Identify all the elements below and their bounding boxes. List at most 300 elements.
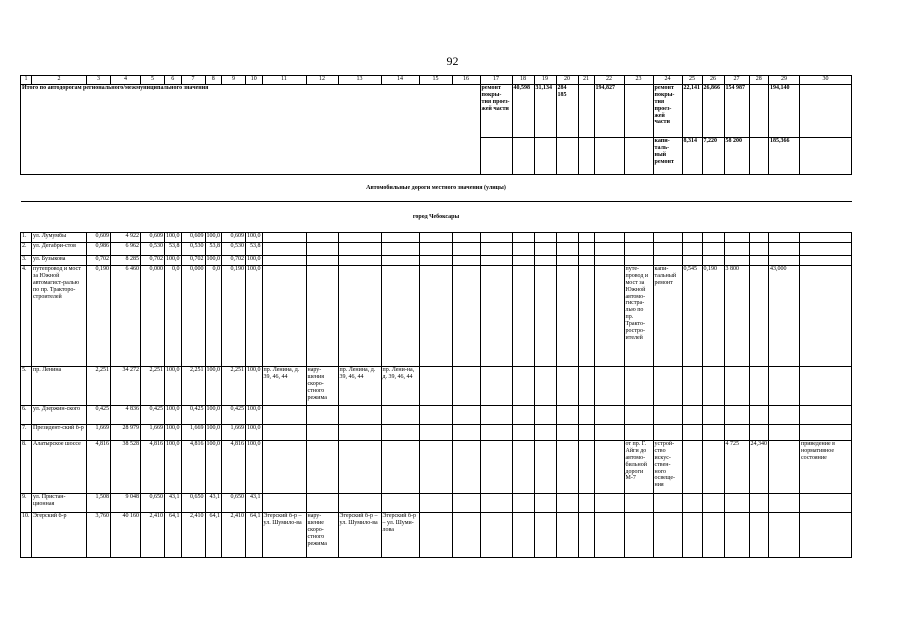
column-number: 30 (800, 76, 852, 85)
cell-c22 (594, 367, 624, 406)
cell-c17 (480, 494, 512, 513)
cell-c27 (724, 367, 749, 406)
cell-c7: 2,410 (181, 513, 205, 558)
cell-c4: 8 285 (111, 256, 141, 266)
column-number: 22 (594, 76, 624, 85)
table-row (21, 406, 852, 425)
cell-name: ул. Дегабри-стов (32, 243, 87, 256)
cell-c4: 28 979 (111, 425, 141, 441)
cell-c3: 1,508 (87, 494, 111, 513)
cell-c15 (419, 266, 452, 367)
column-number: 9 (222, 76, 246, 85)
cell-c21 (578, 233, 594, 243)
cell-c13 (338, 266, 381, 367)
cell-c6: 100,0 (165, 441, 182, 494)
cell-c4: 4 836 (111, 406, 141, 425)
cell-c27 (724, 233, 749, 243)
column-number: 8 (205, 76, 222, 85)
cell-c10: 100,0 (246, 256, 263, 266)
total-label: Итого по автодорогам регионального/межмуниципального значения (21, 85, 481, 175)
cell-c20 (556, 256, 578, 266)
table-row (21, 513, 852, 558)
cell-c22 (594, 425, 624, 441)
cell-c30 (800, 406, 852, 425)
cell-c21 (578, 494, 594, 513)
cell-c15 (419, 441, 452, 494)
cell-name: Эгерский б-р (32, 513, 87, 558)
cell-c14 (381, 243, 419, 256)
cell-c9: 0,702 (222, 256, 246, 266)
cell-c29 (769, 513, 800, 558)
cell-c11 (262, 425, 306, 441)
cell-c18 (512, 406, 534, 425)
cell-c21 (578, 256, 594, 266)
cell-c6: 0,0 (165, 266, 182, 367)
cell-c17 (480, 367, 512, 406)
cell-c22 (594, 243, 624, 256)
cell-c16 (452, 406, 480, 425)
cell-c29: 43,000 (769, 266, 800, 367)
cell-c24 (653, 243, 682, 256)
table-row (21, 266, 852, 367)
cell-c27 (724, 425, 749, 441)
cell-c11 (262, 406, 306, 425)
total-v19: 31,134 (534, 85, 556, 138)
cell-c23 (624, 243, 653, 256)
cell-c14 (381, 256, 419, 266)
cell-c7: 0,609 (181, 233, 205, 243)
cell-c4: 38 528 (111, 441, 141, 494)
cell-c6: 100,0 (165, 256, 182, 266)
cell-c29 (769, 441, 800, 494)
table-row (21, 233, 852, 243)
cell-c8: 43,1 (205, 494, 222, 513)
cell-c24 (653, 513, 682, 558)
cell-c21 (578, 425, 594, 441)
cell-n: 10. (21, 513, 32, 558)
cell-c23 (624, 406, 653, 425)
cell-c23 (624, 425, 653, 441)
cell-c7: 0,702 (181, 256, 205, 266)
cell-c12 (306, 425, 338, 441)
cell-c26 (702, 243, 724, 256)
cell-c25 (682, 494, 702, 513)
cell-c15 (419, 367, 452, 406)
cell-c22 (594, 441, 624, 494)
total-row (21, 85, 852, 138)
cell-c26 (702, 233, 724, 243)
cell-c19 (534, 494, 556, 513)
total-repair-label: ремонт покры-тия проез-жей части (480, 85, 512, 138)
cell-c11 (262, 266, 306, 367)
cell-c28 (749, 233, 769, 243)
cell-c25 (682, 441, 702, 494)
cell-c30 (800, 367, 852, 406)
cell-c23 (624, 513, 653, 558)
cell-c23 (624, 233, 653, 243)
cell-c3: 0,702 (87, 256, 111, 266)
cell-c12 (306, 233, 338, 243)
cell-c3: 0,190 (87, 266, 111, 367)
cell-c17 (480, 425, 512, 441)
cell-c4: 6 962 (111, 243, 141, 256)
cell-c8: 100,0 (205, 441, 222, 494)
cell-c5: 0,530 (141, 243, 165, 256)
column-number: 13 (338, 76, 381, 85)
cell-c22 (594, 256, 624, 266)
cell-c30 (800, 256, 852, 266)
cell-c10: 100,0 (246, 266, 263, 367)
cell-n: 9. (21, 494, 32, 513)
cell-c28 (749, 406, 769, 425)
cell-c13: Эгерский б-р – ул. Шумило-ва (338, 513, 381, 558)
cell-c9: 0,609 (222, 233, 246, 243)
cell-c4: 34 272 (111, 367, 141, 406)
cell-c9: 2,251 (222, 367, 246, 406)
total-v26: 26,866 (702, 85, 724, 138)
cell-c18 (512, 243, 534, 256)
cell-c15 (419, 494, 452, 513)
column-number: 23 (624, 76, 653, 85)
cell-name: ул. Пристан-ционная (32, 494, 87, 513)
cell-c21 (578, 243, 594, 256)
cell-c26 (702, 513, 724, 558)
column-number: 3 (87, 76, 111, 85)
cell-c28 (749, 367, 769, 406)
cell-c25 (682, 367, 702, 406)
cell-c24: устрой-ство искус-ствен-ного освеще-ния (653, 441, 682, 494)
cell-c19 (534, 256, 556, 266)
cell-c12 (306, 494, 338, 513)
cell-c19 (534, 367, 556, 406)
cell-c4: 6 460 (111, 266, 141, 367)
cell-c28 (749, 425, 769, 441)
cell-c23: от пр. Г. Айги до автомо-бильной дороги М-7 (624, 441, 653, 494)
cell-c16 (452, 266, 480, 367)
cell-name: пр. Ленина (32, 367, 87, 406)
cell-c6: 53,8 (165, 243, 182, 256)
cell-c20 (556, 425, 578, 441)
cell-c28: 24,340 (749, 441, 769, 494)
cell-c26 (702, 367, 724, 406)
cell-c3: 0,609 (87, 233, 111, 243)
cell-c19 (534, 406, 556, 425)
cell-c24 (653, 406, 682, 425)
cell-c26 (702, 425, 724, 441)
cell-c27: 4 725 (724, 441, 749, 494)
cell-c6: 43,1 (165, 494, 182, 513)
cell-c11 (262, 441, 306, 494)
cell-c24 (653, 233, 682, 243)
cell-c20 (556, 441, 578, 494)
cell-c5: 0,702 (141, 256, 165, 266)
column-number: 21 (578, 76, 594, 85)
cell-c30: приведение в нормативное состояние (800, 441, 852, 494)
cell-c7: 1,669 (181, 425, 205, 441)
cell-c21 (578, 367, 594, 406)
cell-c10: 64,1 (246, 513, 263, 558)
cell-c5: 0,609 (141, 233, 165, 243)
total-v25: 22,141 (682, 85, 702, 138)
cell-c14 (381, 406, 419, 425)
cell-c8: 100,0 (205, 406, 222, 425)
cell-c8: 100,0 (205, 425, 222, 441)
cell-c6: 100,0 (165, 367, 182, 406)
cell-c19 (534, 243, 556, 256)
cell-c20 (556, 513, 578, 558)
cell-c20 (556, 367, 578, 406)
cell-c9: 1,669 (222, 425, 246, 441)
column-number: 15 (419, 76, 452, 85)
section-title: Автомобильные дороги местного значения (улицы) (21, 175, 852, 202)
cell-c12: нару-шения скоро-стного режима (306, 367, 338, 406)
column-number: 16 (452, 76, 480, 85)
cell-c21 (578, 513, 594, 558)
cell-c25 (682, 243, 702, 256)
cell-c3: 3,760 (87, 513, 111, 558)
total-v29: 194,140 (769, 85, 800, 138)
cell-c13 (338, 494, 381, 513)
cell-c9: 0,650 (222, 494, 246, 513)
cell-c9: 0,425 (222, 406, 246, 425)
cell-c6: 100,0 (165, 233, 182, 243)
column-number: 25 (682, 76, 702, 85)
column-number: 28 (749, 76, 769, 85)
cell-c26 (702, 494, 724, 513)
cell-c13 (338, 243, 381, 256)
column-number: 19 (534, 76, 556, 85)
cell-c19 (534, 513, 556, 558)
total-capital-label: капи-таль-ный ремонт (653, 138, 682, 175)
cell-c10: 43,1 (246, 494, 263, 513)
cell-c3: 0,986 (87, 243, 111, 256)
cell-c29 (769, 494, 800, 513)
cell-c6: 100,0 (165, 406, 182, 425)
cell-c23: путе-провод и мост за Южной автомо-гистра-лью по пр. Тракто-ростро-ителей (624, 266, 653, 367)
table-row (21, 425, 852, 441)
cell-c16 (452, 243, 480, 256)
cell-c14 (381, 441, 419, 494)
cell-c14 (381, 266, 419, 367)
cell-c18 (512, 513, 534, 558)
table-row (21, 243, 852, 256)
cell-c15 (419, 406, 452, 425)
total-c29: 185,366 (769, 138, 800, 175)
cell-c13 (338, 441, 381, 494)
cell-c9: 0,190 (222, 266, 246, 367)
cell-c27 (724, 406, 749, 425)
cell-n: 5. (21, 367, 32, 406)
cell-n: 7. (21, 425, 32, 441)
cell-c10: 53,8 (246, 243, 263, 256)
cell-c5: 0,650 (141, 494, 165, 513)
cell-n: 4. (21, 266, 32, 367)
total-v20: 284 185 (556, 85, 578, 138)
cell-c5: 2,251 (141, 367, 165, 406)
cell-c12 (306, 243, 338, 256)
cell-c13 (338, 425, 381, 441)
column-number: 4 (111, 76, 141, 85)
cell-c29 (769, 406, 800, 425)
cell-c20 (556, 406, 578, 425)
column-number: 1 (21, 76, 32, 85)
column-number: 6 (165, 76, 182, 85)
cell-c19 (534, 266, 556, 367)
cell-c17 (480, 441, 512, 494)
cell-c30 (800, 233, 852, 243)
cell-c7: 2,251 (181, 367, 205, 406)
column-number: 2 (32, 76, 87, 85)
column-number: 12 (306, 76, 338, 85)
cell-c13 (338, 256, 381, 266)
table-row (21, 494, 852, 513)
page-number: 92 (446, 54, 459, 68)
cell-c19 (534, 425, 556, 441)
cell-c3: 2,251 (87, 367, 111, 406)
cell-c11 (262, 233, 306, 243)
cell-c17 (480, 233, 512, 243)
cell-c27: 3 800 (724, 266, 749, 367)
cell-c24: капи-тальный ремонт (653, 266, 682, 367)
cell-c17 (480, 243, 512, 256)
cell-c7: 0,650 (181, 494, 205, 513)
cell-c3: 4,816 (87, 441, 111, 494)
column-number: 11 (262, 76, 306, 85)
total-c26: 7,220 (702, 138, 724, 175)
cell-c23 (624, 256, 653, 266)
cell-n: 2. (21, 243, 32, 256)
cell-c10: 100,0 (246, 406, 263, 425)
cell-name: Алатырское шоссе (32, 441, 87, 494)
column-number: 17 (480, 76, 512, 85)
cell-c24 (653, 367, 682, 406)
cell-c7: 0,530 (181, 243, 205, 256)
cell-c12: нару-шение скоро-стного режима (306, 513, 338, 558)
column-number: 7 (181, 76, 205, 85)
cell-c28 (749, 513, 769, 558)
cell-c9: 4,816 (222, 441, 246, 494)
road-table (20, 75, 852, 558)
cell-c9: 2,410 (222, 513, 246, 558)
cell-c16 (452, 513, 480, 558)
cell-c29 (769, 256, 800, 266)
cell-c5: 0,000 (141, 266, 165, 367)
table-row (21, 367, 852, 406)
cell-c30 (800, 266, 852, 367)
total-v22: 194,827 (594, 85, 624, 138)
cell-c4: 40 160 (111, 513, 141, 558)
cell-c29 (769, 367, 800, 406)
cell-c26: 0,190 (702, 266, 724, 367)
column-number: 27 (724, 76, 749, 85)
cell-c17 (480, 256, 512, 266)
cell-c22 (594, 233, 624, 243)
cell-c28 (749, 266, 769, 367)
cell-c8: 0,0 (205, 266, 222, 367)
cell-c25 (682, 233, 702, 243)
cell-c10: 100,0 (246, 441, 263, 494)
cell-c3: 0,425 (87, 406, 111, 425)
cell-c25 (682, 425, 702, 441)
cell-c16 (452, 256, 480, 266)
cell-c23 (624, 367, 653, 406)
column-number: 29 (769, 76, 800, 85)
cell-c13: пр. Ленина, д. 39, 46, 44 (338, 367, 381, 406)
column-number: 14 (381, 76, 419, 85)
cell-c8: 100,0 (205, 367, 222, 406)
cell-c8: 100,0 (205, 256, 222, 266)
cell-c5: 2,410 (141, 513, 165, 558)
cell-c18 (512, 266, 534, 367)
cell-c16 (452, 441, 480, 494)
cell-c23 (624, 494, 653, 513)
cell-c6: 64,1 (165, 513, 182, 558)
cell-c27 (724, 513, 749, 558)
column-number: 20 (556, 76, 578, 85)
cell-c27 (724, 256, 749, 266)
cell-c28 (749, 256, 769, 266)
cell-c20 (556, 233, 578, 243)
cell-c10: 100,0 (246, 233, 263, 243)
section-row (21, 175, 852, 202)
city-row (21, 202, 852, 233)
cell-c8: 53,8 (205, 243, 222, 256)
cell-c11 (262, 256, 306, 266)
cell-name: ул. Дзержин-ского (32, 406, 87, 425)
cell-c12 (306, 256, 338, 266)
cell-c26 (702, 256, 724, 266)
cell-c21 (578, 266, 594, 367)
cell-name: Президент-ский б-р (32, 425, 87, 441)
cell-c16 (452, 367, 480, 406)
table-row (21, 256, 852, 266)
cell-c25: 0,545 (682, 266, 702, 367)
cell-c15 (419, 256, 452, 266)
cell-c4: 4 922 (111, 233, 141, 243)
total-repair-label-2: ремонт покры-тия проез-жей части (653, 85, 682, 138)
cell-c26 (702, 441, 724, 494)
cell-name: путепровод и мост за Южной автомагист-ралью по пр. Тракторо-строителей (32, 266, 87, 367)
cell-c5: 1,669 (141, 425, 165, 441)
total-c25: 8,314 (682, 138, 702, 175)
cell-c21 (578, 406, 594, 425)
cell-c27 (724, 494, 749, 513)
cell-c11 (262, 243, 306, 256)
cell-c5: 4,816 (141, 441, 165, 494)
cell-n: 8. (21, 441, 32, 494)
cell-c20 (556, 243, 578, 256)
cell-c22 (594, 513, 624, 558)
cell-c30 (800, 513, 852, 558)
cell-c11 (262, 494, 306, 513)
cell-c19 (534, 233, 556, 243)
cell-c27 (724, 243, 749, 256)
cell-c28 (749, 494, 769, 513)
cell-c7: 0,000 (181, 266, 205, 367)
cell-c14 (381, 425, 419, 441)
cell-c4: 9 048 (111, 494, 141, 513)
cell-c13 (338, 233, 381, 243)
cell-c18 (512, 494, 534, 513)
column-number: 10 (246, 76, 263, 85)
cell-c20 (556, 266, 578, 367)
cell-c7: 4,816 (181, 441, 205, 494)
table-row (21, 441, 852, 494)
cell-c10: 100,0 (246, 425, 263, 441)
cell-c12 (306, 406, 338, 425)
cell-c29 (769, 233, 800, 243)
city-title: город Чебоксары (21, 202, 852, 233)
